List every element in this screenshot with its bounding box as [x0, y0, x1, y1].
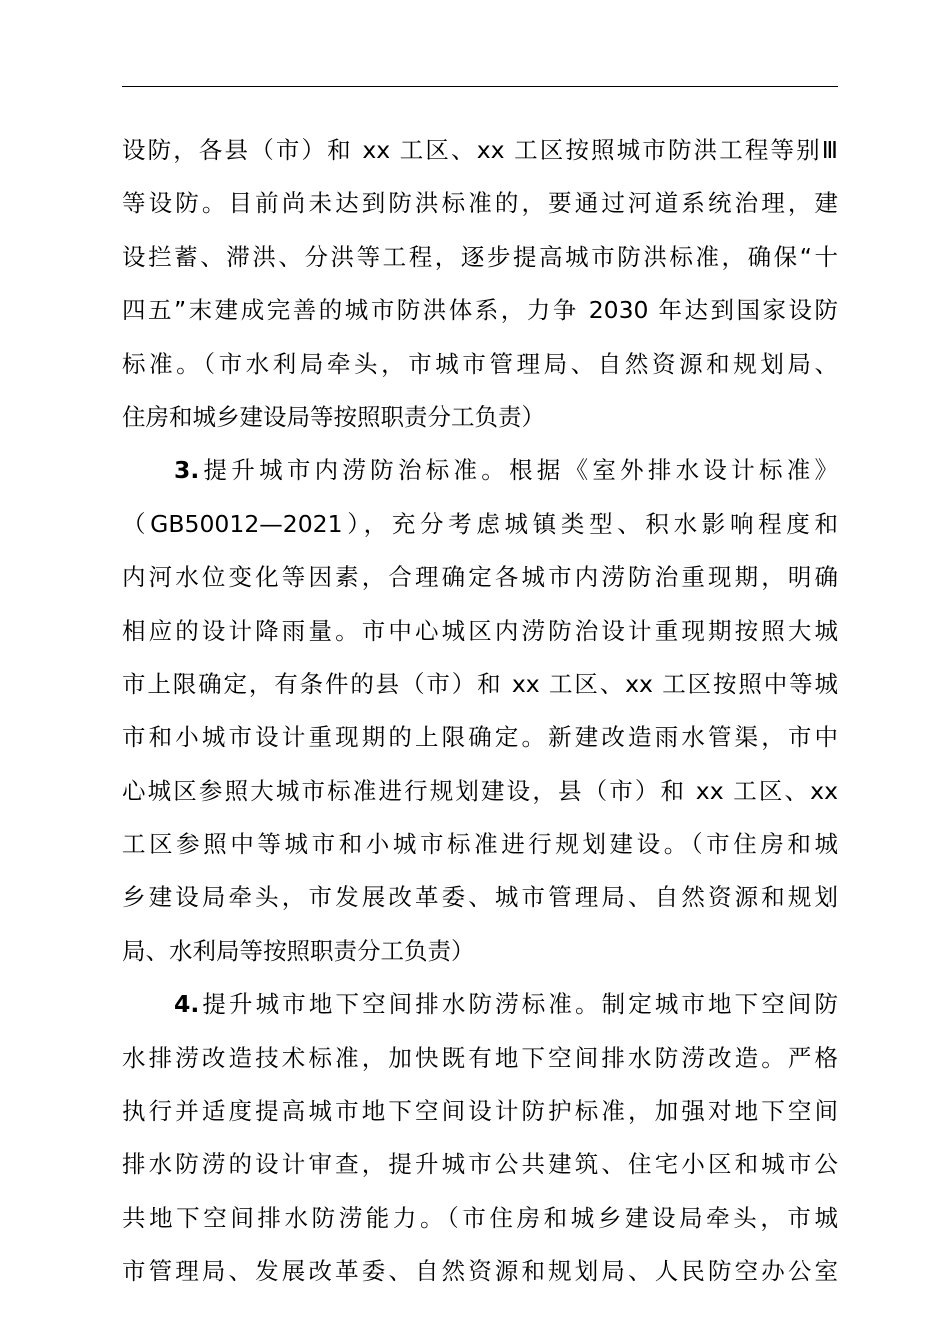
section-number: 4. [174, 990, 200, 1019]
text-line: 市和小城市设计重现期的上限确定。新建改造雨水管渠，市中 [122, 723, 838, 752]
section-number: 3. [174, 456, 200, 485]
text-line: 水排涝改造技术标准，加快既有地下空间排水防涝改造。严格 [122, 1043, 838, 1072]
text-line: 市管理局、发展改革委、自然资源和规划局、人民防空办公室 [122, 1257, 838, 1286]
document-body [122, 124, 838, 1299]
text-line: 设拦蓄、滞洪、分洪等工程，逐步提高城市防洪标准，确保“十 [122, 242, 838, 271]
text-line: 等设防。目前尚未达到防洪标准的，要通过河道系统治理，建 [122, 189, 838, 218]
section-heading-text: 提升城市内涝防治标准。根据《室外排水设计标准》 [199, 456, 838, 485]
section-heading-text: 提升城市地下空间排水防涝标准。制定城市地下空间防 [199, 990, 838, 1019]
text-line [122, 978, 838, 1031]
text-line: 乡建设局牵头，市发展改革委、城市管理局、自然资源和规划 [122, 883, 838, 912]
text-line [122, 444, 838, 497]
text-line: 内河水位变化等因素，合理确定各城市内涝防治重现期，明确 [122, 563, 838, 592]
text-line: 心城区参照大城市标准进行规划建设，县（市）和 xx 工区、xx [122, 776, 838, 805]
text-line: 工区参照中等城市和小城市标准进行规划建设。（市住房和城 [122, 830, 838, 859]
text-line: 排水防涝的设计审查，提升城市公共建筑、住宅小区和城市公 [122, 1150, 838, 1179]
text-line: 相应的设计降雨量。市中心城区内涝防治设计重现期按照大城 [122, 616, 838, 645]
paragraph-flood-standard-continued [122, 124, 838, 444]
paragraph-underground-drainage-standard [122, 978, 838, 1298]
text-line: 四五”末建成完善的城市防洪体系，力争 2030 年达到国家设防 [122, 296, 838, 325]
paragraph-waterlogging-standard [122, 444, 838, 978]
text-line: 执行并适度提高城市地下空间设计防护标准，加强对地下空间 [122, 1097, 838, 1126]
text-line: 局、水利局等按照职责分工负责） [122, 936, 475, 965]
text-line: 共地下空间排水防涝能力。（市住房和城乡建设局牵头，市城 [122, 1203, 838, 1232]
text-line: （GB50012—2021），充分考虑城镇类型、积水影响程度和 [122, 509, 838, 538]
text-line: 市上限确定，有条件的县（市）和 xx 工区、xx 工区按照中等城 [122, 669, 838, 698]
text-line: 住房和城乡建设局等按照职责分工负责） [122, 402, 545, 431]
text-line: 设防，各县（市）和 xx 工区、xx 工区按照城市防洪工程等别Ⅲ [122, 136, 838, 164]
header-rule [122, 86, 838, 87]
text-line: 标准。（市水利局牵头，市城市管理局、自然资源和规划局、 [122, 349, 838, 378]
